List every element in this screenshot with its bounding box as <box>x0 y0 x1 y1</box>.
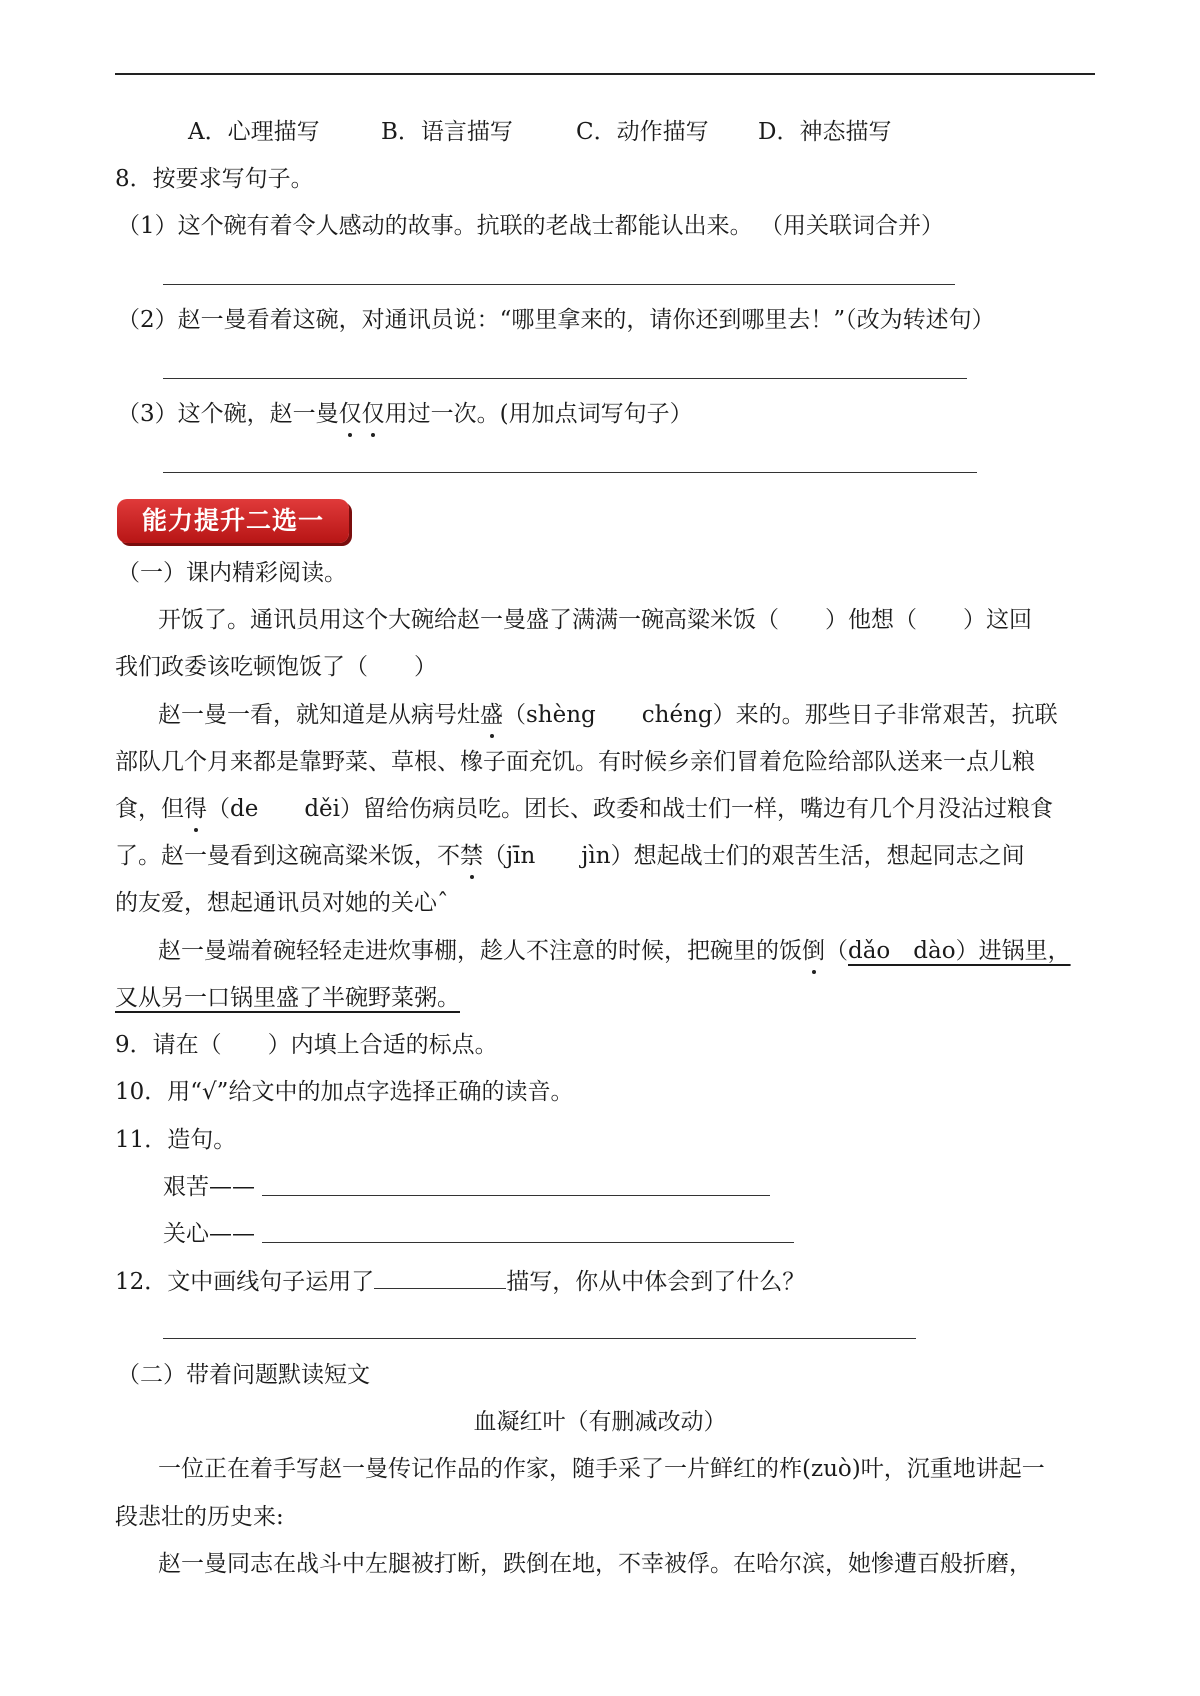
article-title: 血凝红叶（有删减改动） <box>473 1409 727 1435</box>
passage-line: 的友爱，想起通讯员对她的关心ˆ <box>115 890 449 916</box>
question-10: 10．用“√”给文中的加点字选择正确的读音。 <box>115 1079 574 1105</box>
section-2-title: （二）带着问题默读短文 <box>117 1362 370 1388</box>
answer-blank-12[interactable] <box>163 1338 916 1339</box>
passage-line: 段悲壮的历史来: <box>115 1504 284 1530</box>
text: （jīn jìn）想起战士们的艰苦生活，想起同志之间 <box>483 843 1025 869</box>
dotted-char: 倒 <box>802 934 825 968</box>
dotted-char: 仅 <box>339 397 362 431</box>
question-8-item-3 <box>117 397 693 431</box>
text: 赵一曼端着碗轻轻走进炊事棚，趁人不注意的时候，把碗里的饭 <box>158 938 802 964</box>
dotted-char: 盛 <box>480 698 503 732</box>
text: （shèng chéng）来的。那些日子非常艰苦，抗联 <box>503 702 1058 728</box>
section-banner <box>117 499 349 543</box>
sentence-word-1: 艰苦—— <box>163 1174 255 1200</box>
question-12 <box>115 1264 805 1299</box>
question-8-item-2: （2）赵一曼看着这碗，对通讯员说：“哪里拿来的，请你还到哪里去！”（改为转述句） <box>117 307 995 333</box>
passage-line <box>115 981 460 1015</box>
passage-line <box>115 792 1053 826</box>
item-3-suffix: 用过一次。(用加点词写句子） <box>384 401 693 427</box>
dotted-char: 得 <box>184 792 207 826</box>
header-rule <box>115 73 1095 75</box>
option-d[interactable]: D．神态描写 <box>758 119 892 145</box>
passage-line: 开饭了。通讯员用这个大碗给赵一曼盛了满满一碗高粱米饭（ ）他想（ ）这回 <box>158 607 1032 633</box>
passage-line <box>115 839 1025 873</box>
answer-blank-11-1[interactable] <box>262 1195 770 1196</box>
text: 赵一曼一看，就知道是从病号灶 <box>158 702 480 728</box>
passage-line: 一位正在着手写赵一曼传记作品的作家，随手采了一片鲜红的柞(zuò)叶，沉重地讲起一 <box>158 1456 1045 1482</box>
question-8-item-1: （1）这个碗有着令人感动的故事。抗联的老战士都能认出来。 （用关联词合并） <box>117 213 944 239</box>
dotted-char: 禁 <box>460 839 483 873</box>
question-9: 9．请在（ ）内填上合适的标点。 <box>115 1032 498 1058</box>
question-11-title: 11．造句。 <box>115 1127 237 1153</box>
text: 了。赵一曼看到这碗高粱米饭，不 <box>115 843 460 869</box>
passage-line <box>158 934 1071 968</box>
text: （de děi）留给伤病员吃。团长、政委和战士们一样，嘴边有几个月没沾过粮食 <box>207 796 1054 822</box>
passage-line: 赵一曼同志在战斗中左腿被打断，跌倒在地，不幸被俘。在哈尔滨，她惨遭百般折磨， <box>158 1551 1032 1577</box>
text: 食，但 <box>115 796 184 822</box>
text: 描写，你从中体会到了什么？ <box>506 1269 806 1295</box>
passage-line: 部队几个月来都是靠野菜、草根、橡子面充饥。有时候乡亲们冒着危险给部队送来一点儿粮 <box>115 749 1035 775</box>
option-c[interactable]: C．动作描写 <box>576 119 709 145</box>
underlined-sentence: dǎo dào）进锅里， <box>848 938 1071 964</box>
answer-blank-8-1[interactable] <box>163 284 955 285</box>
banner-label: 能力提升二选一 <box>141 506 324 535</box>
text: （ <box>825 938 848 964</box>
section-1-title: （一）课内精彩阅读。 <box>117 560 347 586</box>
answer-blank-11-2[interactable] <box>262 1242 794 1243</box>
answer-blank-8-3[interactable] <box>163 472 977 473</box>
passage-line: 我们政委该吃顿饱饭了（ ） <box>115 654 437 680</box>
passage-line <box>158 698 1058 732</box>
option-a[interactable]: A．心理描写 <box>188 119 320 145</box>
underlined-sentence: 又从另一口锅里盛了半碗野菜粥。 <box>115 985 460 1011</box>
dotted-char: 仅 <box>362 397 385 431</box>
answer-blank-8-2[interactable] <box>163 378 967 379</box>
inline-blank-12[interactable] <box>374 1264 506 1289</box>
item-3-prefix: （3）这个碗，赵一曼 <box>117 401 339 427</box>
text: 12．文中画线句子运用了 <box>115 1269 375 1295</box>
sentence-word-2: 关心—— <box>163 1221 255 1247</box>
option-b[interactable]: B．语言描写 <box>381 119 513 145</box>
question-8-title: 8．按要求写句子。 <box>115 166 314 192</box>
